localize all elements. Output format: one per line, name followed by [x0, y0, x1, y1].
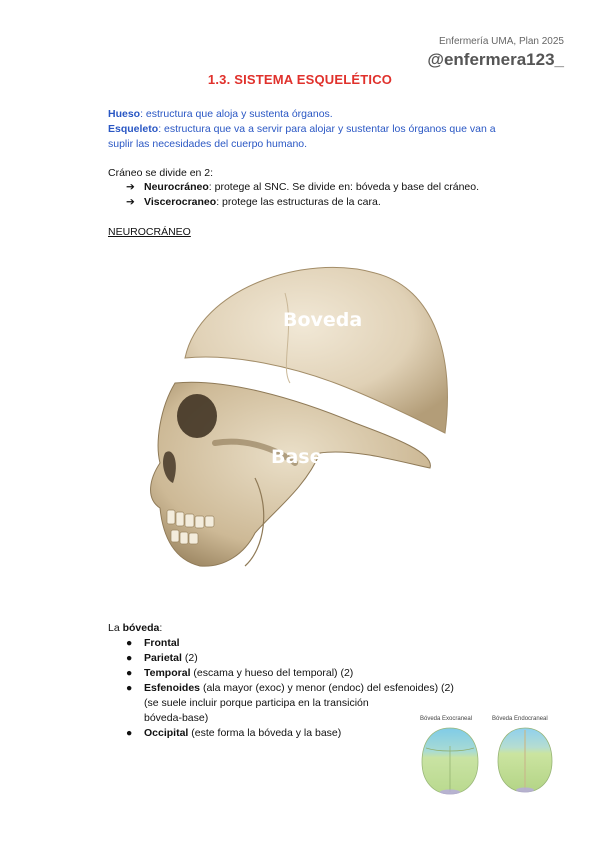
bullet-icon: ●: [126, 652, 133, 664]
term-occipital: Occipital: [144, 727, 189, 739]
term-parietal: Parietal: [144, 652, 182, 664]
vault-endocranial-figure: [494, 726, 556, 794]
term-boveda: bóveda: [122, 622, 160, 634]
skull-illustration: [105, 248, 475, 600]
arrow-icon: ➔: [126, 181, 135, 193]
term-temporal: Temporal: [144, 667, 191, 679]
esfenoides-note: [126, 696, 454, 726]
definition-hueso-text: : estructura que aloja y sustenta órganos.: [140, 108, 333, 120]
bullet-icon: ●: [126, 637, 133, 649]
term-hueso: Hueso: [108, 108, 141, 120]
list-item-viscerocraneo: [126, 195, 381, 210]
caption-exocraneal: Bóveda Exocraneal: [420, 716, 473, 722]
esfenoides-text: (ala mayor (exoc) y menor (endoc) del esfenoides) (2): [200, 682, 454, 694]
list-item-temporal: [126, 666, 454, 681]
temporal-text: (escama y hueso del temporal) (2): [190, 667, 354, 679]
skull-label-boveda: Boveda: [283, 309, 363, 331]
viscerocraneo-text: : protege las estructuras de la cara.: [216, 196, 381, 208]
definition-esqueleto-text-cont: suplir las necesidades del cuerpo humano.: [108, 138, 308, 150]
list-item-neurocraneo: [126, 180, 479, 195]
bullet-icon: ●: [126, 667, 133, 679]
page-title: 1.3. SISTEMA ESQUELÉTICO: [207, 72, 393, 87]
occipital-text: (este forma la bóveda y la base): [188, 727, 342, 739]
section-title-neurocraneo: NEUROCRÁNEO: [108, 226, 191, 238]
vault-exocranial-figure: [418, 726, 482, 796]
boveda-intro-prefix: La: [108, 622, 123, 634]
term-frontal: Frontal: [144, 637, 180, 649]
term-esqueleto: Esqueleto: [108, 123, 159, 135]
orbit: [177, 394, 217, 438]
boveda-intro-suffix: :: [159, 622, 163, 634]
bullet-icon: ●: [126, 682, 133, 694]
author-handle: @enfermera123_: [427, 50, 564, 69]
definition-esqueleto: [108, 122, 548, 152]
list-item-parietal: [126, 651, 454, 666]
list-item-occipital: [126, 726, 454, 741]
term-viscerocraneo: Viscerocraneo: [144, 196, 217, 208]
craneo-intro: Cráneo se divide en 2:: [108, 167, 214, 179]
skull-label-base: Base: [271, 446, 323, 468]
arrow-icon: ➔: [126, 196, 135, 208]
list-item-esfenoides: [126, 681, 454, 696]
list-item-frontal: [126, 636, 454, 651]
bullet-icon: ●: [126, 727, 133, 739]
definition-esqueleto-text: : estructura que va a servir para alojar y sustentar los órganos que van a: [158, 123, 496, 135]
term-neurocraneo: Neurocráneo: [144, 181, 209, 193]
neurocraneo-text: : protege al SNC. Se divide en: bóveda y base del cráneo.: [208, 181, 480, 193]
parietal-text: (2): [181, 652, 198, 664]
esfenoides-note-line-2: bóveda-base): [144, 712, 209, 724]
course-label: Enfermería UMA, Plan 2025: [438, 36, 564, 47]
esfenoides-note-line-1: (se suele incluir porque participa en la transición: [144, 697, 369, 709]
definition-hueso: [108, 107, 548, 122]
caption-endocraneal: Bóveda Endocraneal: [492, 716, 548, 722]
boveda-list: [126, 636, 454, 741]
term-esfenoides: Esfenoides: [144, 682, 201, 694]
boveda-intro: [108, 621, 162, 636]
